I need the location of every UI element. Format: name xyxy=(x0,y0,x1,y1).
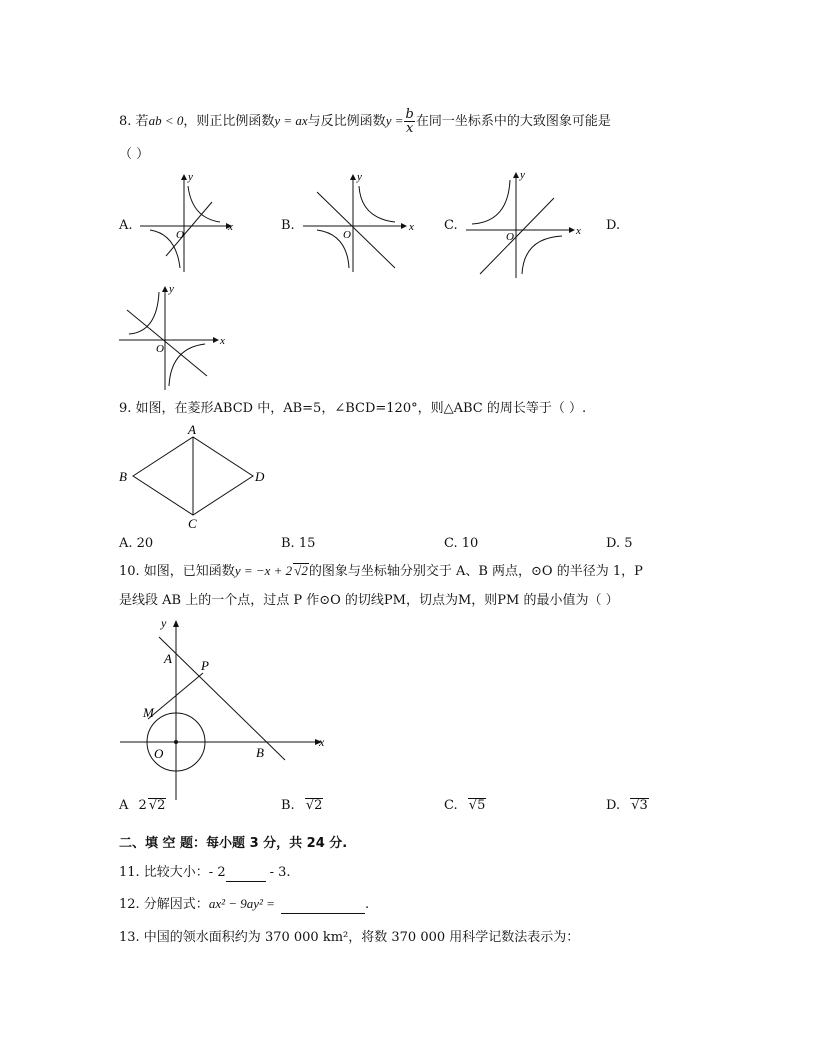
q10-option-a-radical: √2 xyxy=(148,798,166,813)
q10-function-radicand: 2 xyxy=(301,563,308,578)
q8-option-a-label[interactable]: A. xyxy=(119,218,133,233)
q10-option-a-label: A xyxy=(119,798,129,813)
q8-func2-fraction xyxy=(404,108,414,135)
q12-expression: ax² − 9ay² = xyxy=(208,896,275,911)
q11-text-before: 11. 比较大小：- 2 xyxy=(119,865,226,880)
q10-label-p: P xyxy=(201,658,209,673)
q8-graph-d-y-label: y xyxy=(169,283,174,295)
q8-answer-paren: （ ） xyxy=(119,147,150,162)
q8-graph-a-y-label: y xyxy=(188,171,193,183)
q10-label-m: M xyxy=(143,705,154,720)
q9-option-d[interactable]: D. 5 xyxy=(606,536,633,551)
q8-graph-a-x-label: x xyxy=(228,221,233,233)
q10-figure xyxy=(115,615,335,800)
q12-text-before: 12. 分解因式： xyxy=(119,897,209,912)
q12-text-after: . xyxy=(364,897,370,912)
section2-heading: 二、填 空 题：每小题 3 分，共 24 分. xyxy=(119,836,348,851)
q12-stem xyxy=(119,895,369,914)
q10-function-radical: √2 xyxy=(294,563,308,578)
q8-text-before: 若 xyxy=(135,114,149,129)
q10-option-a-coef: 2 xyxy=(138,798,147,813)
q9-vertex-c: C xyxy=(188,516,197,531)
q8-graph-b-x-label: x xyxy=(409,221,414,233)
q8-graph-d-origin: O xyxy=(156,343,164,355)
q10-option-c-radical: √5 xyxy=(468,798,486,813)
q9-vertex-d: D xyxy=(255,469,265,484)
q8-text-end: 在同一坐标系中的大致图象可能是 xyxy=(415,114,611,129)
q10-option-c[interactable] xyxy=(444,797,486,815)
q8-graph-c xyxy=(466,168,581,278)
q8-option-c-label[interactable]: C. xyxy=(444,218,458,233)
q11-text-after: - 3. xyxy=(269,865,291,880)
q10-option-b-radicand: 2 xyxy=(314,798,323,813)
q8-condition: ab < 0 xyxy=(148,113,184,128)
q10-label-b: B xyxy=(256,745,264,760)
q8-option-b-label[interactable]: B. xyxy=(281,218,295,233)
q10-option-d-radical: √3 xyxy=(631,798,648,813)
q10-option-a-radicand: 2 xyxy=(157,798,166,813)
q13-stem: 13. 中国的领水面积约为 370 000 km²，将数 370 000 用科学记数法表示为： xyxy=(119,930,580,945)
q8-stem xyxy=(119,108,611,135)
q12-answer-blank[interactable] xyxy=(281,899,365,914)
q8-graph-c-y-label: y xyxy=(520,169,525,181)
q10-text-before: 10. 如图，已知函数 xyxy=(119,564,235,579)
q9-stem: 9. 如图，在菱形ABCD 中，AB=5，∠BCD=120°，则△ABC 的周长等于（ ）. xyxy=(119,401,587,416)
q8-graph-b-y-label: y xyxy=(357,171,362,183)
q8-graph-d xyxy=(119,282,229,392)
q10-label-o: O xyxy=(154,746,164,761)
q10-stem-line2: 是线段 AB 上的一个点，过点 P 作⊙O 的切线PM，切点为M，则PM 的最小值为（ ） xyxy=(119,593,619,608)
q9-vertex-b: B xyxy=(119,469,127,484)
q9-option-c[interactable]: C. 10 xyxy=(444,536,479,551)
q8-func2-denominator: x xyxy=(405,121,414,136)
q8-graph-d-x-label: x xyxy=(220,335,225,347)
q8-graph-b xyxy=(303,172,413,272)
q10-label-a: A xyxy=(164,651,172,666)
q8-graph-a-origin: O xyxy=(176,229,184,241)
q11-answer-blank[interactable] xyxy=(226,867,266,882)
q10-option-a[interactable] xyxy=(119,797,166,815)
q8-option-d-label[interactable]: D. xyxy=(606,218,621,233)
q9-vertex-a: A xyxy=(188,422,196,437)
q9-rhombus-figure xyxy=(115,422,275,532)
q8-graph-c-origin: O xyxy=(506,231,514,243)
q10-option-c-label: C. xyxy=(444,798,458,813)
q10-label-x: x xyxy=(319,735,325,749)
q10-option-d-radicand: 3 xyxy=(639,798,648,813)
q8-func2-numerator: b xyxy=(405,107,414,122)
q10-label-y: y xyxy=(161,616,167,630)
q9-option-a[interactable]: A. 20 xyxy=(119,536,154,551)
q10-option-c-radicand: 5 xyxy=(477,798,486,813)
q8-graph-b-origin: O xyxy=(343,229,351,241)
q10-option-b-radical: √2 xyxy=(305,798,323,813)
q8-func2-lhs: y = xyxy=(385,113,404,128)
q8-text-mid2: 与反比例函数 xyxy=(307,114,386,129)
q8-graph-a xyxy=(140,172,240,272)
q10-option-b-label: B. xyxy=(281,798,295,813)
q10-stem-line1 xyxy=(119,562,643,581)
q10-function: y = −x + 2 xyxy=(234,563,293,578)
q10-option-d-label: D. xyxy=(606,798,621,813)
q10-option-d[interactable] xyxy=(606,797,649,815)
q8-graph-c-x-label: x xyxy=(576,225,581,237)
q9-option-b[interactable]: B. 15 xyxy=(281,536,316,551)
q8-func1: y = ax xyxy=(274,113,308,128)
q11-stem xyxy=(119,864,291,882)
q8-number: 8. xyxy=(119,114,132,129)
q8-text-mid1: ，则正比例函数 xyxy=(183,114,275,129)
q10-text-after: 的图象与坐标轴分别交于 A、B 两点，⊙O 的半径为 1，P xyxy=(308,564,643,579)
q10-option-b[interactable] xyxy=(281,797,323,815)
